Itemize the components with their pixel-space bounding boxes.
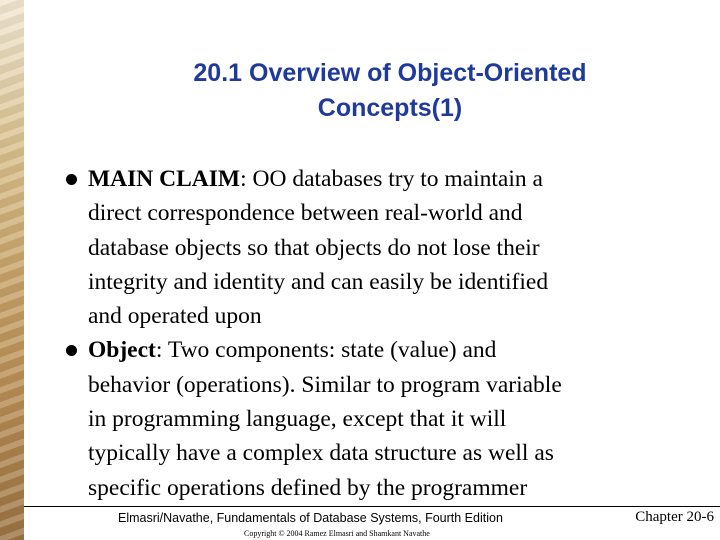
bullet-line: and operated upon: [88, 303, 262, 330]
footer-divider: [24, 506, 720, 507]
bullet-line: [88, 333, 674, 367]
bullet-dot-icon: [66, 174, 77, 185]
bullet-text: : OO databases try to maintain a: [240, 166, 543, 192]
bullet-line: in programming language, except that it will: [88, 406, 507, 433]
bullet-object: [64, 333, 674, 504]
decorative-side-strip: [0, 0, 24, 540]
slide-body: [64, 162, 674, 505]
bullet-line: database objects so that objects do not lose their: [88, 234, 540, 261]
bullet-line: specific operations defined by the programmer: [88, 474, 528, 501]
slide-title: [100, 56, 680, 126]
footer-book-credit: Elmasri/Navathe, Fundamentals of Database Systems, Fourth Edition: [118, 511, 503, 525]
bullet-main-claim: [64, 162, 674, 333]
slide-title-line-1: 20.1 Overview of Object-Oriented: [193, 59, 587, 87]
bullet-line: [88, 162, 674, 196]
bullet-term: Object: [88, 337, 156, 364]
bullet-term: MAIN CLAIM: [88, 166, 241, 192]
footer-copyright: Copyright © 2004 Ramez Elmasri and Shamkant Navathe: [244, 529, 430, 538]
bullet-dot-icon: [66, 345, 77, 356]
bullet-text: : Two components: state (value) and: [155, 337, 497, 364]
bullet-line: typically have a complex data structure as well as: [88, 440, 554, 467]
slide-title-line-2: Concepts(1): [317, 94, 463, 122]
bullet-line: direct correspondence between real-world and: [88, 200, 523, 227]
bullet-line: behavior (operations). Similar to program variable: [88, 371, 562, 398]
bullet-line: integrity and identity and can easily be identified: [88, 268, 549, 295]
footer-chapter-number: Chapter 20-6: [635, 509, 714, 525]
